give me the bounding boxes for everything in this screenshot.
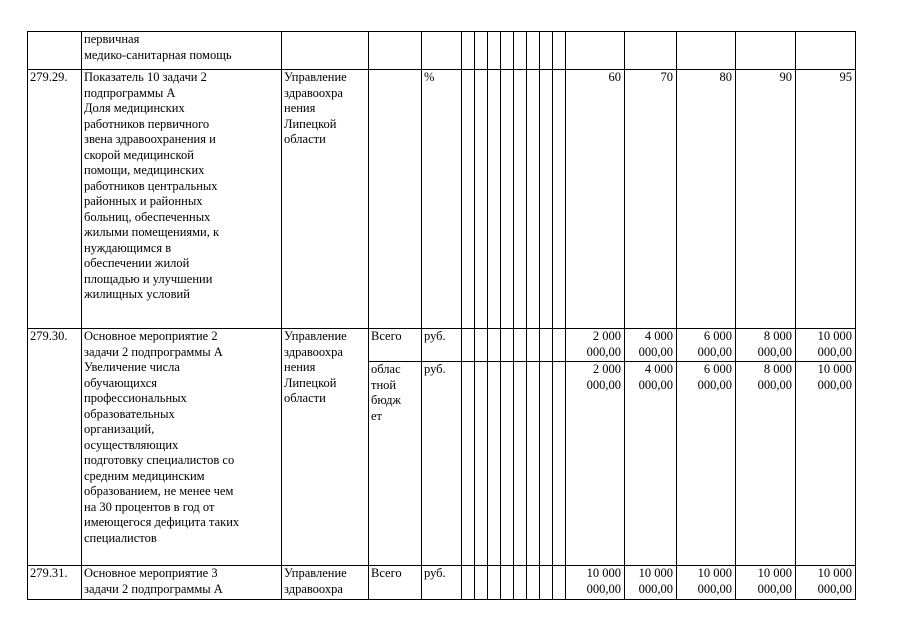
cell-value: 10 000 000,00: [796, 329, 856, 362]
cell-source: [369, 32, 422, 70]
table-row-279-29: [28, 70, 856, 329]
cell-no: 279.30.: [28, 329, 82, 566]
cell-value: 8 000 000,00: [736, 362, 796, 566]
cell-value: 8 000 000,00: [736, 329, 796, 362]
cell-value: 2 000 000,00: [566, 329, 625, 362]
cell-unit: руб.: [422, 362, 462, 566]
cell-unit: руб.: [422, 329, 462, 362]
cell-no: 279.31.: [28, 566, 82, 600]
cell-value: 4 000 000,00: [625, 329, 677, 362]
program-indicators-table: [27, 31, 856, 600]
cell-value: 95: [796, 70, 856, 329]
cell-value: 80: [677, 70, 736, 329]
cell-source: Всего: [369, 329, 422, 362]
cell-value: 10 000 000,00: [566, 566, 625, 600]
cell-no: 279.29.: [28, 70, 82, 329]
cell-executor: Управление здравоохра нения Липецкой области: [282, 329, 369, 566]
cell-value: 10 000 000,00: [625, 566, 677, 600]
cell-value: 10 000 000,00: [677, 566, 736, 600]
cell-name: Основное мероприятие 3 задачи 2 подпрограммы А: [82, 566, 282, 600]
cell-value: 60: [566, 70, 625, 329]
cell-value: 10 000 000,00: [736, 566, 796, 600]
table-row-continuation: [28, 32, 856, 70]
cell-executor: Управление здравоохра нения Липецкой области: [282, 70, 369, 329]
cell-source: облас тной бюдж ет: [369, 362, 422, 566]
cell-name: Основное мероприятие 2 задачи 2 подпрограммы А Увеличение числа обучающихся профессиональных образовательных организаций, осуществляющих подготовку специалистов со средним медицинским образованием, не менее чем на 30 процентов в год от имеющегося дефицита таких специалистов: [82, 329, 282, 566]
cell-value: 90: [736, 70, 796, 329]
cell-name: Показатель 10 задачи 2 подпрограммы А Доля медицинских работников первичного звена здравоохранения и скорой медицинской помощи, медицинских работников центральных районных и районных больниц, обеспеченных жилыми помещениями, к нуждающимся в обеспечении жилой площадью и улучшении жилищных условий: [82, 70, 282, 329]
cell-unit: руб.: [422, 566, 462, 600]
cell-source: Всего: [369, 566, 422, 600]
table-row-279-31: [28, 566, 856, 600]
cell-name: первичная медико-санитарная помощь: [82, 32, 282, 70]
table-row-279-30-total: [28, 329, 856, 362]
cell-value: 70: [625, 70, 677, 329]
cell-unit: %: [422, 70, 462, 329]
cell-value: 10 000 000,00: [796, 566, 856, 600]
cell-value: 6 000 000,00: [677, 329, 736, 362]
cell-value: 6 000 000,00: [677, 362, 736, 566]
cell-source: [369, 70, 422, 329]
cell-unit: [422, 32, 462, 70]
cell-executor: [282, 32, 369, 70]
cell-value: 2 000 000,00: [566, 362, 625, 566]
cell-executor: Управление здравоохра: [282, 566, 369, 600]
document-page: [27, 31, 856, 600]
cell-value: 10 000 000,00: [796, 362, 856, 566]
cell-no: [28, 32, 82, 70]
cell-value: 4 000 000,00: [625, 362, 677, 566]
